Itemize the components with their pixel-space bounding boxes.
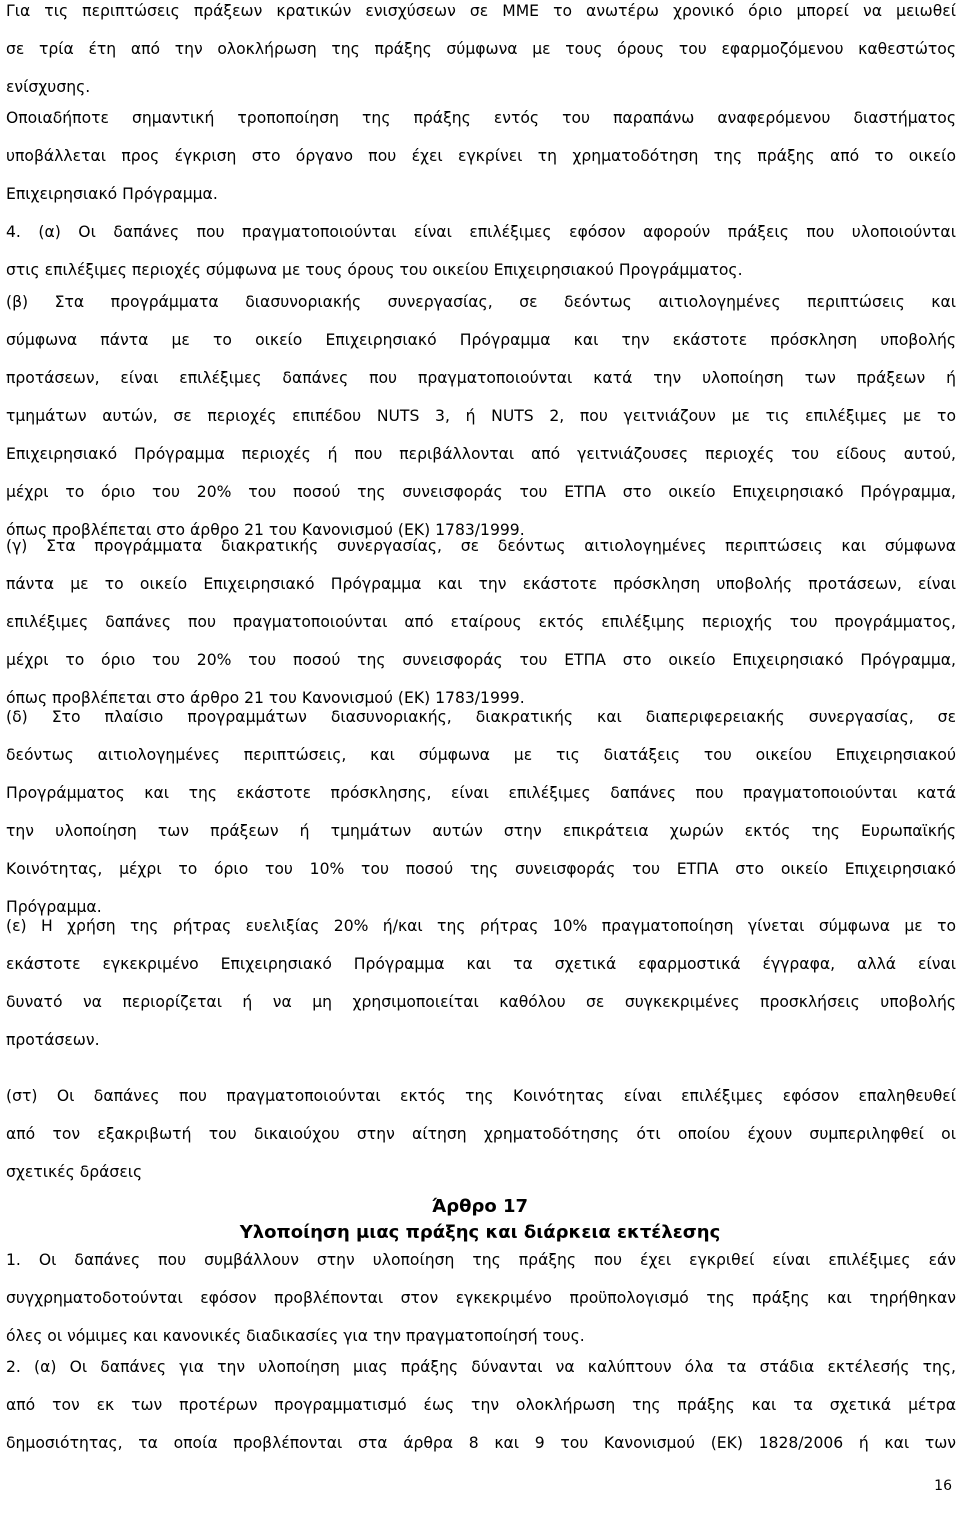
article-paragraph-2 <box>6 1356 956 1470</box>
paragraph-modification <box>6 107 956 221</box>
paragraph-4d <box>6 706 956 934</box>
text-line: Επιχειρησιακό Πρόγραμμα. <box>6 185 218 203</box>
article-title: Υλοποίηση μιας πράξης και διάρκεια εκτέλεσης <box>239 1222 721 1243</box>
text-line: Κοινότητας, μέχρι το όριο του 10% του ποσού της συνεισφοράς του ΕΤΠΑ στο οικείο Επιχειρησιακό <box>6 860 956 878</box>
text-line: μέχρι το όριο του 20% του ποσού της συνεισφοράς του ΕΤΠΑ στο οικείο Επιχειρησιακό Πρόγραμμα, <box>6 651 956 669</box>
text-line: μέχρι το όριο του 20% του ποσού της συνεισφοράς του ΕΤΠΑ στο οικείο Επιχειρησιακό Πρόγραμμα, <box>6 483 956 501</box>
text-line: 4. (α) Οι δαπάνες που πραγματοποιούνται είναι επιλέξιμες εφόσον αφορούν πράξεις που υλοποιούνται <box>6 223 956 241</box>
text-line: υποβάλλεται προς έγκριση στο όργανο που έχει εγκρίνει τη χρηματοδότηση της πράξης από το οικείο <box>6 147 956 165</box>
article-paragraph-1 <box>6 1249 956 1363</box>
text-line: δημοσιότητας, τα οποία προβλέπονται στα άρθρα 8 και 9 του Κανονισμού (ΕΚ) 1828/2006 ή και των <box>6 1434 956 1452</box>
article-number: Άρθρο 17 <box>431 1196 529 1217</box>
text-line: την υλοποίηση των πράξεων ή τμημάτων αυτών στην επικράτεια χωρών εκτός της Ευρωπαϊκής <box>6 822 956 840</box>
text-line: όλες οι νόμιμες και κανονικές διαδικασίες για την πραγματοποίησή τους. <box>6 1327 585 1345</box>
text-line: από τον εξακριβωτή του δικαιούχου στην αίτηση χρηματοδότησης ότι οποίου έχουν συμπεριληφθεί οι <box>6 1125 956 1143</box>
text-line: όπως προβλέπεται στο άρθρο 21 του Κανονισμού (ΕΚ) 1783/1999. <box>6 521 525 539</box>
text-line: Οποιαδήποτε σημαντική τροποποίηση της πράξης εντός του παραπάνω αναφερόμενου διαστήματος <box>6 109 956 127</box>
text-line: όπως προβλέπεται στο άρθρο 21 του Κανονισμού (ΕΚ) 1783/1999. <box>6 689 525 707</box>
paragraph-4a <box>6 221 956 297</box>
text-line: πάντα με το οικείο Επιχειρησιακό Πρόγραμμα και την εκάστοτε πρόσκληση υποβολής προτάσεων, είναι <box>6 575 956 593</box>
text-line: Για τις περιπτώσεις πράξεων κρατικών ενισχύσεων σε ΜΜΕ το ανωτέρω χρονικό όριο μπορεί να μειωθεί <box>6 2 956 20</box>
text-line: από τον εκ των προτέρων προγραμματισμό έως την ολοκλήρωση της πράξης και τα σχετικά μέτρα <box>6 1396 956 1414</box>
text-line: Προγράμματος και της εκάστοτε πρόσκλησης, είναι επιλέξιμες δαπάνες που πραγματοποιούνται κατά <box>6 784 956 802</box>
paragraph-4e <box>6 915 956 1067</box>
text-line: τμημάτων αυτών, σε περιοχές επιπέδου NUTS 3, ή NUTS 2, που γειτνιάζουν με τις επιλέξιμες με το <box>6 407 956 425</box>
text-line: δυνατό να περιορίζεται ή να μη χρησιμοποιείται καθόλου σε συγκεκριμένες προσκλήσεις υποβολής <box>6 993 956 1011</box>
text-line: 2. (α) Οι δαπάνες για την υλοποίηση μιας πράξης δύνανται να καλύπτουν όλα τα στάδια εκτέλεσής της, <box>6 1358 956 1376</box>
page-number: 16 <box>934 1478 952 1494</box>
text-line: (ε) Η χρήση της ρήτρας ευελιξίας 20% ή/και της ρήτρας 10% πραγματοποίηση γίνεται σύμφωνα με το <box>6 917 956 935</box>
text-line: (στ) Οι δαπάνες που πραγματοποιούνται εκτός της Κοινότητας είναι επιλέξιμες εφόσον επαληθευθεί <box>6 1087 956 1105</box>
text-line: 1. Οι δαπάνες που συμβάλλουν στην υλοποίηση της πράξης που έχει εγκριθεί είναι επιλέξιμες εάν <box>6 1251 956 1269</box>
text-line: προτάσεων, είναι επιλέξιμες δαπάνες που πραγματοποιούνται κατά την υλοποίηση των πράξεων ή <box>6 369 956 387</box>
text-line: σε τρία έτη από την ολοκλήρωση της πράξης σύμφωνα με τους όρους του εφαρμοζόμενου καθεστώτος <box>6 40 956 58</box>
text-line: (γ) Στα προγράμματα διακρατικής συνεργασίας, σε δεόντως αιτιολογημένες περιπτώσεις και σύμφωνα <box>6 537 956 555</box>
text-line: επιλέξιμες δαπάνες που πραγματοποιούνται από εταίρους εκτός επιλέξιμης περιοχής του προγράμματος, <box>6 613 956 631</box>
text-line: ενίσχυσης. <box>6 78 91 96</box>
text-line: στις επιλέξιμες περιοχές σύμφωνα με τους όρους του οικείου Επιχειρησιακού Προγράμματος. <box>6 261 743 279</box>
text-line: σχετικές δράσεις <box>6 1163 143 1181</box>
text-line: δεόντως αιτιολογημένες περιπτώσεις, και σύμφωνα με τις διατάξεις του οικείου Επιχειρησιακού <box>6 746 956 764</box>
paragraph-4f <box>6 1085 956 1199</box>
text-line: Επιχειρησιακό Πρόγραμμα περιοχές ή που περιβάλλονται από γειτνιάζουσες περιοχές του είδους αυτού, <box>6 445 956 463</box>
text-line: (δ) Στο πλαίσιο προγραμμάτων διασυνοριακής, διακρατικής και διαπεριφερειακής συνεργασίας, σε <box>6 708 956 726</box>
paragraph-4c <box>6 535 956 725</box>
text-line: εκάστοτε εγκεκριμένο Επιχειρησιακό Πρόγραμμα και τα σχετικά εφαρμοστικά έγγραφα, αλλά είναι <box>6 955 956 973</box>
text-line: σύμφωνα πάντα με το οικείο Επιχειρησιακό Πρόγραμμα και την εκάστοτε πρόσκληση υποβολής <box>6 331 956 349</box>
paragraph-4b <box>6 291 956 557</box>
text-line: Πρόγραμμα. <box>6 898 102 916</box>
text-line: προτάσεων. <box>6 1031 100 1049</box>
paragraph-deadline-reduction <box>6 0 956 114</box>
text-line: συγχρηματοδοτούνται εφόσον προβλέπονται στον εγκεκριμένο προϋπολογισμό της πράξης και τηρήθηκαν <box>6 1289 956 1307</box>
text-line: (β) Στα προγράμματα διασυνοριακής συνεργασίας, σε δεόντως αιτιολογημένες περιπτώσεις και <box>6 293 956 311</box>
